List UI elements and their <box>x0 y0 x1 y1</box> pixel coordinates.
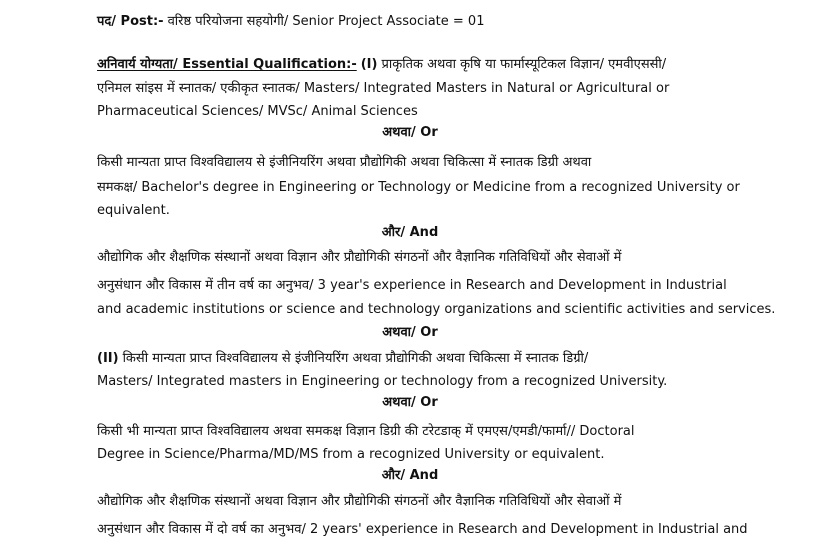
option-2-text: किसी मान्यता प्राप्त विश्वविद्यालय से इंजीनियरिंग अथवा प्रौद्योगिकी अथवा चिकित्सा में स्नातक डिग्री/ <box>122 351 589 366</box>
qualification-line-7: औद्योगिक और शैक्षणिक संस्थानों अथवा विज्ञान और प्रौद्योगिकी संगठनों और वैज्ञानिक गतिविधियों और सेवाओं में <box>97 250 622 265</box>
post-line <box>97 14 484 30</box>
qualification-line-5: समकक्ष/ Bachelor's degree in Engineering or Technology or Medicine from a recognized University or <box>97 180 740 195</box>
qualification-text: प्राकृतिक अथवा कृषि या फार्मास्यूटिकल विज्ञान/ एमवीएससी/ <box>381 57 667 72</box>
option-2-marker: (II) <box>97 351 119 366</box>
qualification-line-4: किसी मान्यता प्राप्त विश्वविद्यालय से इंजीनियरिंग अथवा प्रौद्योगिकी अथवा चिकित्सा में स्नातक डिग्री अथवा <box>97 155 592 170</box>
and-separator-1: और/ And <box>381 225 439 240</box>
option-1-marker: (I) <box>360 57 378 72</box>
and-separator-2: और/ And <box>381 468 439 483</box>
qualification-heading: अनिवार्य योग्यता/ Essential Qualification:- <box>97 57 357 72</box>
qualification-line-2: एनिमल सांइस में स्नातक/ एकीकृत स्नातक/ Masters/ Integrated Masters in Natural or Agricultural or <box>97 81 670 96</box>
qualification-line-15: अनुसंधान और विकास में दो वर्ष का अनुभव/ 2 years' experience in Research and Development in Industrial and <box>97 522 748 537</box>
qualification-line-3: Pharmaceutical Sciences/ MVSc/ Animal Sciences <box>97 104 418 119</box>
post-title: वरिष्ठ परियोजना सहयोगी/ Senior Project Associate = 01 <box>167 14 485 29</box>
qualification-line-13: Degree in Science/Pharma/MD/MS from a recognized University or equivalent. <box>97 447 605 462</box>
qualification-line-14: औद्योगिक और शैक्षणिक संस्थानों अथवा विज्ञान और प्रौद्योगिकी संगठनों और वैज्ञानिक गतिविधियों और सेवाओं में <box>97 494 622 509</box>
post-label: पद/ Post:- <box>97 14 164 29</box>
qualification-line-6: equivalent. <box>97 203 170 218</box>
or-separator-1: अथवा/ Or <box>382 125 438 140</box>
or-separator-2: अथवा/ Or <box>382 325 438 340</box>
qualification-line-8: अनुसंधान और विकास में तीन वर्ष का अनुभव/ 3 year's experience in Research and Development in Industrial <box>97 278 727 293</box>
qualification-line-11: Masters/ Integrated masters in Engineering or technology from a recognized University. <box>97 374 668 389</box>
or-separator-3: अथवा/ Or <box>382 395 438 410</box>
qualification-line-12: किसी भी मान्यता प्राप्त विश्वविद्यालय अथवा समकक्ष विज्ञान डिग्री की टरेटडाक् में एमएस/एमडी/फार्मा// Doctoral <box>97 424 635 439</box>
qualification-line-10 <box>97 351 588 367</box>
qualification-line-9: and academic institutions or science and technology organizations and scientific activities and services. <box>97 302 776 317</box>
qualification-line-1 <box>97 57 666 73</box>
